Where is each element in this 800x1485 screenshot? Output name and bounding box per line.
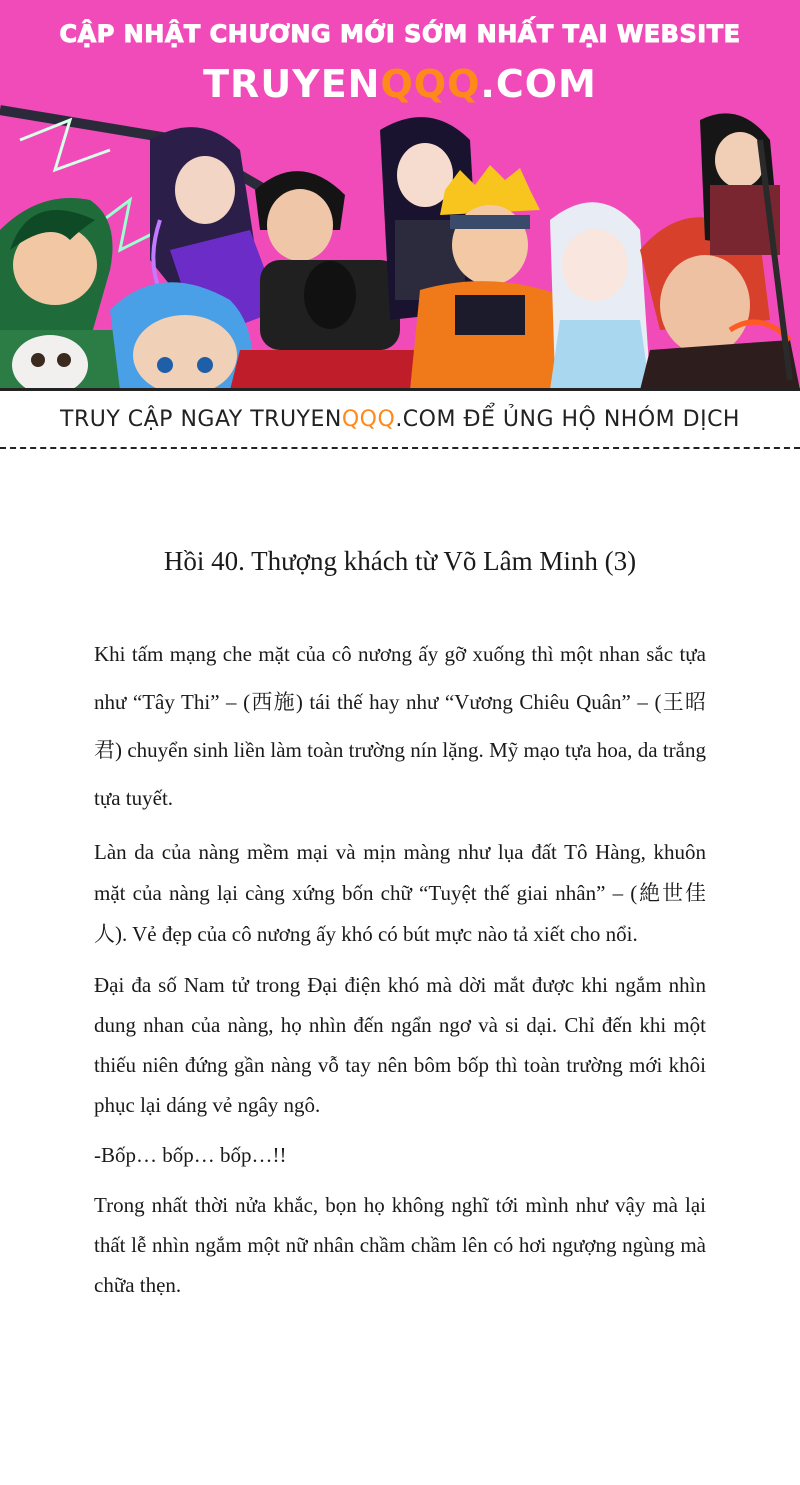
dashed-divider: [0, 447, 800, 449]
chapter-paragraph: Trong nhất thời nửa khắc, bọn họ không nghĩ tới mình như vậy mà lại thất lễ nhìn ngắm một nữ nhân chầm chầm lên có hơi ngượng ngùng mà chữa thẹn.: [94, 1193, 706, 1297]
banner-brand-logo[interactable]: TRUYENQQQ.COM: [203, 62, 597, 106]
chapter-paragraph: Làn da của nàng mềm mại và mịn màng như lụa đất Tô Hàng, khuôn mặt của nàng lại càng xứng bốn chữ “Tuyệt thế giai nhân” – (絶世佳人). Vẻ đẹp của cô nương ấy khó có bút mực nào tả xiết cho nổi.: [94, 840, 706, 946]
access-site-notice: TRUY CẬP NGAY TRUYENQQQ.COM ĐỂ ỦNG HỘ NHÓM DỊCH: [60, 407, 740, 432]
chapter-body: [94, 630, 706, 1315]
chapter-paragraph: Khi tấm mạng che mặt của cô nương ấy gỡ xuống thì một nhan sắc tựa như “Tây Thi” – (西施) tái thế hay như “Vương Chiêu Quân” – (王昭君) chuyển sinh liền làm toàn trường nín lặng. Mỹ mạo tựa hoa, da trắng tựa tuyết.: [94, 642, 706, 810]
promo-banner[interactable]: [0, 0, 800, 390]
banner-update-text: CẬP NHẬT CHƯƠNG MỚI SỚM NHẤT TẠI WEBSITE: [59, 20, 741, 48]
chapter-title: Hồi 40. Thượng khách từ Võ Lâm Minh (3): [163, 546, 637, 576]
banner-bottom-border: [0, 388, 800, 391]
chapter-paragraph: -Bốp… bốp… bốp…!!: [94, 1143, 287, 1167]
chapter-paragraph: Đại đa số Nam tử trong Đại điện khó mà dời mắt được khi ngắm nhìn dung nhan của nàng, họ nhìn đến ngẩn ngơ và si dại. Chỉ đến khi một thiếu niên đứng gần nàng vỗ tay nên bôm bốp thì toàn trường mới khôi phục lại dáng vẻ ngây ngô.: [94, 973, 706, 1117]
anime-characters-illustration: [0, 80, 800, 390]
